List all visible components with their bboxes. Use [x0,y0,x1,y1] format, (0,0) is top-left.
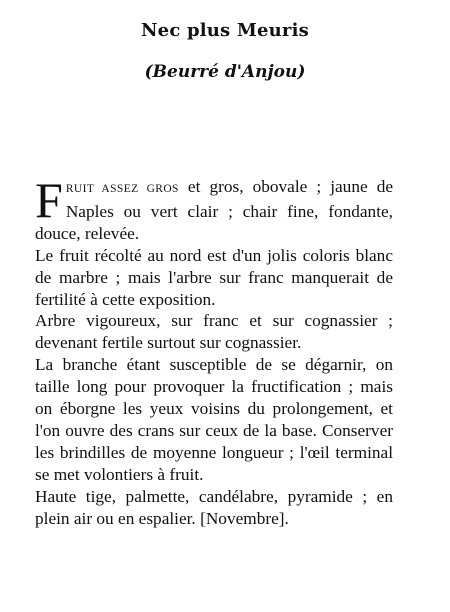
description-paragraph-2: Le fruit récolté au nord est d'un jolis coloris blanc de marbre ; mais l'arbre sur franc manquerait de fertilité à cette exposition. [35,245,393,309]
description-paragraph-5: Haute tige, palmette, candélabre, pyramide ; en plein air ou en espalier. [Novembre]. [35,486,393,528]
lead-text: et gros, obovale ; jaune de Naples ou vert clair ; chair fine, fondante, douce, relevée. [35,177,394,243]
description-text [35,172,394,530]
drop-cap: F [35,172,63,228]
description-paragraph-4: La branche étant susceptible de se dégarnir, on taille long pour provoquer la fructification ; mais on éborgne les yeux voisins du prolongement, et l'on ouvre des crans sur ceux de la base. Conserver les brindilles de moyenne longueur ; l'œil terminal se met volontiers à fruit. [35,355,393,484]
description-paragraph-3: Arbre vigoureux, sur franc et sur cognassier ; devenant fertile surtout sur cognassier. [35,311,393,353]
small-caps-lead: RUIT ASSEZ GROS [65,183,179,195]
page-subtitle: (Beurré d'Anjou) [144,62,306,82]
page-title: Nec plus Meuris [141,20,309,41]
description-paragraph-1 [35,172,394,245]
